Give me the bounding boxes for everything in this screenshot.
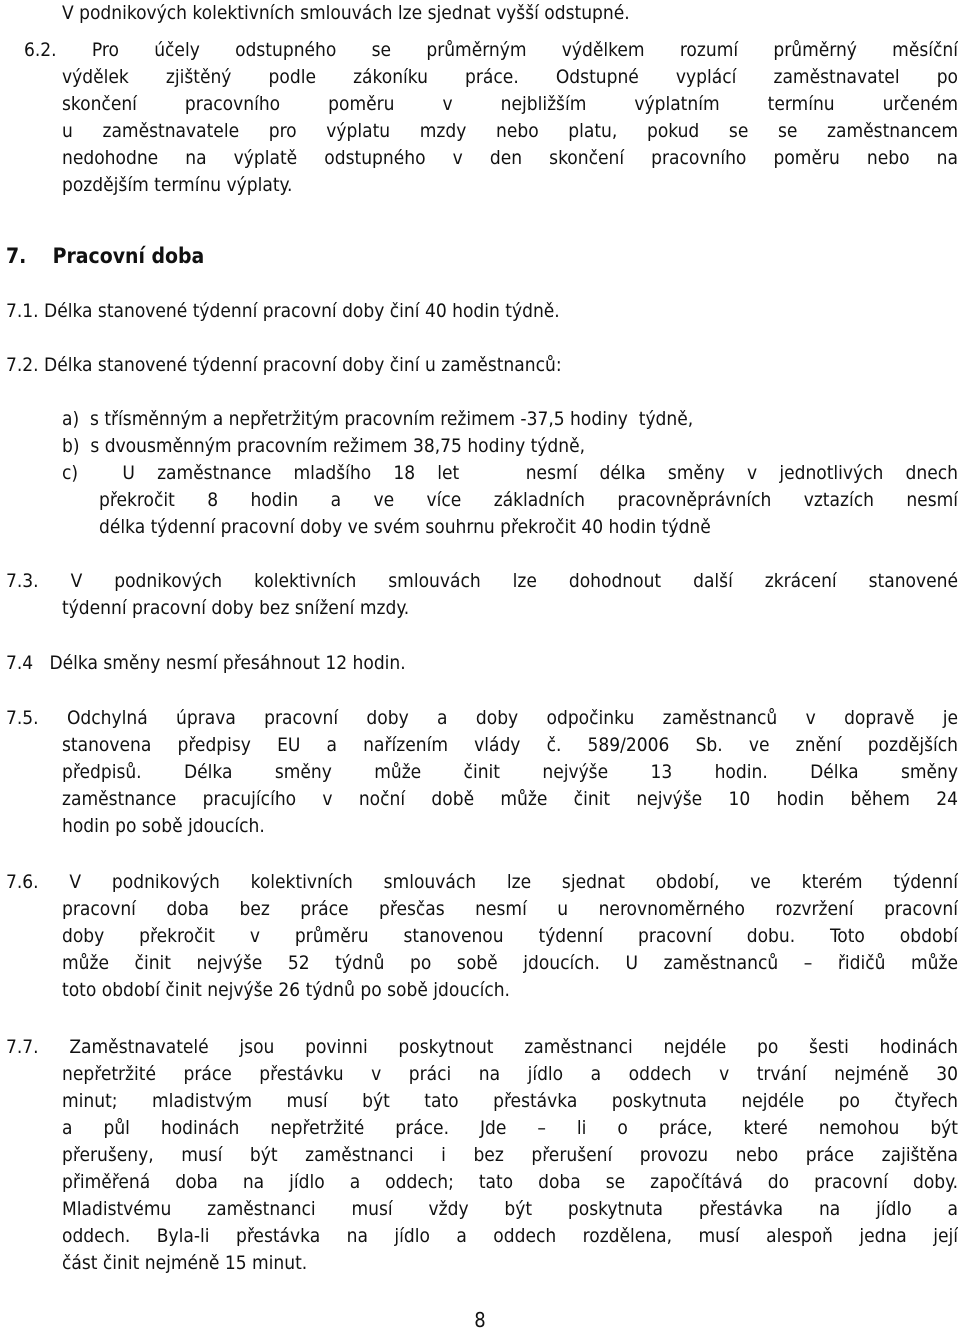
list-item-continuation: délka týdenní pracovní doby ve svém souhrnu překročit 40 hodin týdně bbox=[99, 516, 711, 538]
paragraph-6-1-tail: V podnikových kolektivních smlouvách lze sjednat vyšší odstupné. bbox=[62, 2, 630, 24]
section-heading: 7. Pracovní doba bbox=[6, 244, 205, 268]
paragraph-7-1: 7.1. Délka stanovené týdenní pracovní doby činí 40 hodin týdně. bbox=[6, 300, 560, 322]
paragraph-line: toto období činit nejvýše 26 týdnů po sobě jdoucích. bbox=[62, 979, 510, 1001]
paragraph-line: týdenní pracovní doby bez snížení mzdy. bbox=[62, 597, 410, 619]
list-item: b) s dvousměnným pracovním režimem 38,75 hodiny týdně, bbox=[62, 435, 586, 457]
paragraph-7-4: 7.4 Délka směny nesmí přesáhnout 12 hodin. bbox=[6, 652, 406, 674]
list-item: a) s třísměnným a nepřetržitým pracovním režimem -37,5 hodiny týdně, bbox=[62, 408, 694, 430]
paragraph-line: nedohodne na výplatě odstupného v den skončení pracovního poměru nebo na bbox=[62, 147, 958, 169]
paragraph-line: pracovní doba bez práce přesčas nesmí u nerovnoměrného rozvržení pracovní bbox=[62, 898, 958, 920]
paragraph-line: hodin po sobě jdoucích. bbox=[62, 815, 265, 837]
paragraph-line: 7.6. V podnikových kolektivních smlouvách lze sjednat období, ve kterém týdenní bbox=[6, 871, 958, 893]
page-number: 8 bbox=[474, 1308, 486, 1332]
paragraph-line: minut; mladistvým musí být tato přestávka poskytnuta nejdéle po čtyřech bbox=[62, 1090, 958, 1112]
paragraph-line: u zaměstnavatele pro výplatu mzdy nebo platu, pokud se se zaměstnancem bbox=[62, 120, 958, 142]
list-item: c) U zaměstnance mladšího 18 let nesmí délka směny v jednotlivých dnech bbox=[62, 462, 958, 484]
paragraph-line: oddech. Byla-li přestávka na jídlo a oddech rozdělena, musí alespoň jedna její bbox=[62, 1225, 958, 1247]
paragraph-line: a půl hodinách nepřetržité práce. Jde – li o práce, které nemohou být bbox=[62, 1117, 958, 1139]
paragraph-line: Mladistvému zaměstnanci musí vždy být poskytnuta přestávka na jídlo a bbox=[62, 1198, 958, 1220]
paragraph-line: doby překročit v průměru stanovenou týdenní pracovní dobu. Toto období bbox=[62, 925, 958, 947]
paragraph-line: 7.3. V podnikových kolektivních smlouvách lze dohodnout další zkrácení stanovené bbox=[6, 570, 958, 592]
paragraph-line: 6.2. Pro účely odstupného se průměrným výdělkem rozumí průměrný měsíční bbox=[24, 39, 958, 61]
paragraph-line: stanovena předpisy EU a nařízením vlády č. 589/2006 Sb. ve znění pozdějších bbox=[62, 734, 958, 756]
paragraph-line: přerušeny, musí být zaměstnanci i bez přerušení provozu nebo práce zajištěna bbox=[62, 1144, 958, 1166]
paragraph-line: část činit nejméně 15 minut. bbox=[62, 1252, 308, 1274]
paragraph-line: přiměřená doba na jídlo a oddech; tato doba se započítává do pracovní doby. bbox=[62, 1171, 958, 1193]
paragraph-line: skončení pracovního poměru v nejbližším výplatním termínu určeném bbox=[62, 93, 958, 115]
paragraph-line: zaměstnance pracujícího v noční době může činit nejvýše 10 hodin během 24 bbox=[62, 788, 958, 810]
paragraph-intro: 7.2. Délka stanovené týdenní pracovní doby činí u zaměstnanců: bbox=[6, 354, 562, 376]
paragraph-line: nepřetržité práce přestávku v práci na jídlo a oddech v trvání nejméně 30 bbox=[62, 1063, 958, 1085]
list-item-continuation: překročit 8 hodin a ve více základních pracovněprávních vztazích nesmí bbox=[99, 489, 958, 511]
paragraph-line: pozdějším termínu výplaty. bbox=[62, 174, 293, 196]
paragraph-line: může činit nejvýše 52 týdnů po sobě jdoucích. U zaměstnanců – řidičů může bbox=[62, 952, 958, 974]
paragraph-line: předpisů. Délka směny může činit nejvýše 13 hodin. Délka směny bbox=[62, 761, 958, 783]
paragraph-line: 7.7. Zaměstnavatelé jsou povinni poskytnout zaměstnanci nejdéle po šesti hodinách bbox=[6, 1036, 958, 1058]
paragraph-line: 7.5. Odchylná úprava pracovní doby a doby odpočinku zaměstnanců v dopravě je bbox=[6, 707, 958, 729]
paragraph-line: výdělek zjištěný podle zákoníku práce. Odstupné vyplácí zaměstnavatel po bbox=[62, 66, 958, 88]
